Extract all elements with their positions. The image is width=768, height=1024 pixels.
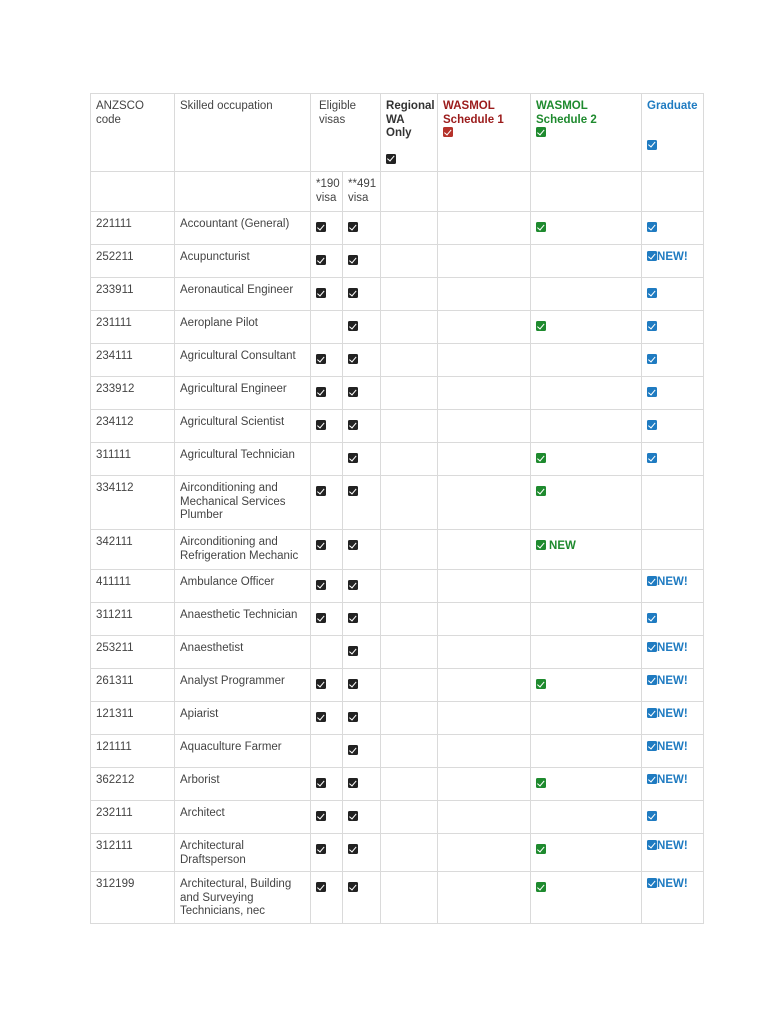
occupation-table — [90, 93, 704, 924]
visa-190-cell — [311, 443, 343, 476]
regional-cell — [381, 636, 438, 669]
anzsco-code: 311111 — [91, 443, 175, 476]
header-wasmol2 — [531, 94, 642, 172]
check-icon — [647, 741, 657, 751]
header-regional-label: Regional WA Only — [386, 100, 435, 139]
visa-190-cell — [311, 311, 343, 344]
graduate-cell — [642, 212, 704, 245]
check-icon — [647, 774, 657, 784]
wasmol1-cell — [438, 278, 531, 311]
regional-cell — [381, 344, 438, 377]
regional-cell — [381, 735, 438, 768]
check-icon — [647, 708, 657, 718]
check-icon — [536, 540, 546, 550]
check-icon — [316, 613, 326, 623]
table-row — [91, 278, 704, 311]
regional-cell — [381, 834, 438, 872]
occupation-name: Ambulance Officer — [175, 570, 311, 603]
check-icon — [316, 778, 326, 788]
anzsco-code: 312111 — [91, 834, 175, 872]
regional-cell — [381, 801, 438, 834]
header-wasmol2-label: WASMOL Schedule 2 — [536, 100, 597, 126]
occupation-name: Acupuncturist — [175, 245, 311, 278]
wasmol1-cell — [438, 344, 531, 377]
anzsco-code: 234112 — [91, 410, 175, 443]
visa-491-cell — [343, 735, 381, 768]
occupation-table-container — [90, 93, 704, 924]
occupation-name: Aquaculture Farmer — [175, 735, 311, 768]
wasmol1-cell — [438, 476, 531, 530]
wasmol1-cell — [438, 570, 531, 603]
new-badge: NEW! — [657, 251, 688, 263]
table-row — [91, 311, 704, 344]
check-icon — [316, 222, 326, 232]
visa-190-cell — [311, 801, 343, 834]
graduate-cell — [642, 570, 704, 603]
visa-190-cell — [311, 410, 343, 443]
visa-491-cell — [343, 278, 381, 311]
check-icon — [348, 540, 358, 550]
regional-cell — [381, 669, 438, 702]
check-icon — [647, 453, 657, 463]
visa-190-cell — [311, 344, 343, 377]
graduate-cell — [642, 410, 704, 443]
visa-190-cell — [311, 735, 343, 768]
check-icon — [647, 140, 657, 150]
wasmol1-cell — [438, 410, 531, 443]
new-badge: NEW! — [657, 741, 688, 753]
visa-491-cell — [343, 570, 381, 603]
occupation-name: Agricultural Technician — [175, 443, 311, 476]
table-row — [91, 344, 704, 377]
wasmol2-cell — [531, 212, 642, 245]
visa-491-cell — [343, 768, 381, 801]
occupation-name: Airconditioning and Refrigeration Mechanic — [175, 530, 311, 570]
visa-491-cell — [343, 377, 381, 410]
regional-cell — [381, 278, 438, 311]
visa-491-cell — [343, 212, 381, 245]
check-icon — [348, 288, 358, 298]
regional-cell — [381, 212, 438, 245]
visa-491-cell — [343, 636, 381, 669]
check-icon — [316, 844, 326, 854]
check-icon — [316, 540, 326, 550]
header-wasmol1-label: WASMOL Schedule 1 — [443, 100, 504, 126]
check-icon — [348, 486, 358, 496]
new-badge: NEW — [549, 540, 576, 552]
wasmol2-cell — [531, 443, 642, 476]
check-icon — [536, 222, 546, 232]
check-icon — [647, 613, 657, 623]
regional-cell — [381, 443, 438, 476]
visa-190-cell — [311, 768, 343, 801]
check-icon — [348, 613, 358, 623]
regional-cell — [381, 872, 438, 924]
visa-190-cell — [311, 669, 343, 702]
check-icon — [647, 840, 657, 850]
check-icon — [348, 387, 358, 397]
check-icon — [316, 255, 326, 265]
visa-190-cell — [311, 476, 343, 530]
wasmol1-cell — [438, 245, 531, 278]
graduate-cell — [642, 801, 704, 834]
visa-190-cell — [311, 530, 343, 570]
check-icon — [316, 580, 326, 590]
check-icon — [536, 844, 546, 854]
regional-cell — [381, 476, 438, 530]
check-icon — [316, 486, 326, 496]
check-icon — [647, 288, 657, 298]
new-badge: NEW! — [657, 774, 688, 786]
regional-cell — [381, 410, 438, 443]
check-icon — [348, 222, 358, 232]
wasmol2-cell — [531, 410, 642, 443]
check-icon — [348, 321, 358, 331]
table-row — [91, 603, 704, 636]
occupation-name: Airconditioning and Mechanical Services Plumber — [175, 476, 311, 530]
graduate-cell — [642, 768, 704, 801]
table-row — [91, 735, 704, 768]
anzsco-code: 231111 — [91, 311, 175, 344]
check-icon — [647, 420, 657, 430]
check-icon — [348, 844, 358, 854]
table-row — [91, 377, 704, 410]
table-row — [91, 530, 704, 570]
table-row — [91, 245, 704, 278]
visa-491-cell — [343, 443, 381, 476]
wasmol1-cell — [438, 768, 531, 801]
check-icon — [316, 387, 326, 397]
wasmol2-cell — [531, 530, 642, 570]
regional-cell — [381, 245, 438, 278]
check-icon — [647, 387, 657, 397]
check-icon — [536, 453, 546, 463]
visa-190-cell — [311, 278, 343, 311]
check-icon — [348, 420, 358, 430]
visa-190-cell — [311, 212, 343, 245]
wasmol1-cell — [438, 212, 531, 245]
table-row — [91, 570, 704, 603]
wasmol1-cell — [438, 636, 531, 669]
visa-190-cell — [311, 702, 343, 735]
visa-491-cell — [343, 311, 381, 344]
check-icon — [348, 679, 358, 689]
visa-491-cell — [343, 530, 381, 570]
anzsco-code: 253211 — [91, 636, 175, 669]
check-icon — [348, 811, 358, 821]
wasmol2-cell — [531, 311, 642, 344]
occupation-name: Arborist — [175, 768, 311, 801]
anzsco-code: 121111 — [91, 735, 175, 768]
subheader-190: *190 visa — [311, 172, 343, 212]
check-icon — [348, 255, 358, 265]
wasmol1-cell — [438, 872, 531, 924]
visa-491-cell — [343, 669, 381, 702]
wasmol1-cell — [438, 530, 531, 570]
visa-190-cell — [311, 603, 343, 636]
anzsco-code: 311211 — [91, 603, 175, 636]
table-row — [91, 476, 704, 530]
anzsco-code: 312199 — [91, 872, 175, 924]
check-icon — [348, 882, 358, 892]
new-badge: NEW! — [657, 840, 688, 852]
occupation-name: Aeroplane Pilot — [175, 311, 311, 344]
visa-491-cell — [343, 702, 381, 735]
visa-190-cell — [311, 636, 343, 669]
wasmol2-cell — [531, 872, 642, 924]
wasmol2-cell — [531, 702, 642, 735]
wasmol2-cell — [531, 801, 642, 834]
check-icon — [316, 354, 326, 364]
regional-cell — [381, 570, 438, 603]
regional-cell — [381, 377, 438, 410]
visa-491-cell — [343, 410, 381, 443]
visa-190-cell — [311, 570, 343, 603]
check-icon — [647, 354, 657, 364]
table-row — [91, 443, 704, 476]
table-row — [91, 636, 704, 669]
graduate-cell — [642, 278, 704, 311]
graduate-cell — [642, 344, 704, 377]
check-icon — [536, 127, 546, 137]
visa-190-cell — [311, 377, 343, 410]
graduate-cell — [642, 530, 704, 570]
check-icon — [348, 712, 358, 722]
anzsco-code: 233912 — [91, 377, 175, 410]
occupation-name: Agricultural Consultant — [175, 344, 311, 377]
regional-cell — [381, 603, 438, 636]
occupation-name: Architectural Draftsperson — [175, 834, 311, 872]
wasmol1-cell — [438, 702, 531, 735]
wasmol1-cell — [438, 801, 531, 834]
regional-cell — [381, 530, 438, 570]
new-badge: NEW! — [657, 878, 688, 890]
graduate-cell — [642, 311, 704, 344]
visa-190-cell — [311, 872, 343, 924]
graduate-cell — [642, 377, 704, 410]
anzsco-code: 362212 — [91, 768, 175, 801]
check-icon — [348, 646, 358, 656]
graduate-cell — [642, 735, 704, 768]
visa-491-cell — [343, 834, 381, 872]
graduate-cell — [642, 669, 704, 702]
wasmol1-cell — [438, 443, 531, 476]
anzsco-code: 334112 — [91, 476, 175, 530]
check-icon — [647, 576, 657, 586]
check-icon — [536, 321, 546, 331]
check-icon — [386, 154, 396, 164]
wasmol2-cell — [531, 636, 642, 669]
wasmol2-cell — [531, 476, 642, 530]
visa-491-cell — [343, 344, 381, 377]
check-icon — [316, 420, 326, 430]
anzsco-code: 232111 — [91, 801, 175, 834]
check-icon — [316, 882, 326, 892]
new-badge: NEW! — [657, 708, 688, 720]
graduate-cell — [642, 872, 704, 924]
graduate-cell — [642, 702, 704, 735]
wasmol2-cell — [531, 344, 642, 377]
occupation-name: Agricultural Scientist — [175, 410, 311, 443]
wasmol2-cell — [531, 377, 642, 410]
wasmol2-cell — [531, 669, 642, 702]
check-icon — [647, 878, 657, 888]
check-icon — [647, 675, 657, 685]
header-anzsco: ANZSCO code — [91, 94, 175, 172]
graduate-cell — [642, 603, 704, 636]
visa-190-cell — [311, 245, 343, 278]
check-icon — [647, 222, 657, 232]
subheader-491: **491 visa — [343, 172, 381, 212]
check-icon — [647, 811, 657, 821]
anzsco-code: 121311 — [91, 702, 175, 735]
table-row — [91, 768, 704, 801]
check-icon — [316, 288, 326, 298]
check-icon — [348, 745, 358, 755]
wasmol1-cell — [438, 735, 531, 768]
check-icon — [647, 251, 657, 261]
occupation-name: Anaesthetist — [175, 636, 311, 669]
visa-491-cell — [343, 872, 381, 924]
anzsco-code: 221111 — [91, 212, 175, 245]
visa-491-cell — [343, 603, 381, 636]
occupation-name: Accountant (General) — [175, 212, 311, 245]
regional-cell — [381, 768, 438, 801]
header-regional — [381, 94, 438, 172]
visa-491-cell — [343, 245, 381, 278]
anzsco-code: 411111 — [91, 570, 175, 603]
new-badge: NEW! — [657, 642, 688, 654]
graduate-cell — [642, 636, 704, 669]
visa-190-cell — [311, 834, 343, 872]
check-icon — [647, 642, 657, 652]
occupation-name: Anaesthetic Technician — [175, 603, 311, 636]
new-badge: NEW! — [657, 576, 688, 588]
graduate-cell — [642, 443, 704, 476]
check-icon — [316, 811, 326, 821]
header-graduate-label: Graduate — [647, 100, 698, 112]
visa-491-cell — [343, 801, 381, 834]
wasmol2-cell — [531, 570, 642, 603]
occupation-name: Architect — [175, 801, 311, 834]
wasmol1-cell — [438, 834, 531, 872]
check-icon — [536, 486, 546, 496]
occupation-name: Apiarist — [175, 702, 311, 735]
anzsco-code: 234111 — [91, 344, 175, 377]
visa-491-cell — [343, 476, 381, 530]
check-icon — [536, 679, 546, 689]
occupation-name: Agricultural Engineer — [175, 377, 311, 410]
wasmol1-cell — [438, 603, 531, 636]
graduate-cell — [642, 834, 704, 872]
wasmol2-cell — [531, 278, 642, 311]
anzsco-code: 233911 — [91, 278, 175, 311]
table-row — [91, 801, 704, 834]
wasmol2-cell — [531, 603, 642, 636]
check-icon — [647, 321, 657, 331]
wasmol2-cell — [531, 735, 642, 768]
header-occupation: Skilled occupation — [175, 94, 311, 172]
wasmol1-cell — [438, 377, 531, 410]
wasmol2-cell — [531, 834, 642, 872]
check-icon — [536, 778, 546, 788]
check-icon — [316, 712, 326, 722]
table-row — [91, 834, 704, 872]
anzsco-code: 342111 — [91, 530, 175, 570]
table-row — [91, 702, 704, 735]
check-icon — [348, 354, 358, 364]
anzsco-code: 261311 — [91, 669, 175, 702]
graduate-cell — [642, 245, 704, 278]
header-graduate — [642, 94, 704, 172]
check-icon — [348, 778, 358, 788]
header-wasmol1 — [438, 94, 531, 172]
occupation-name: Architectural, Building and Surveying Technicians, nec — [175, 872, 311, 924]
graduate-cell — [642, 476, 704, 530]
header-row — [91, 94, 704, 172]
anzsco-code: 252211 — [91, 245, 175, 278]
header-eligible-visas: Eligible visas — [311, 94, 381, 172]
wasmol1-cell — [438, 669, 531, 702]
check-icon — [348, 453, 358, 463]
check-icon — [348, 580, 358, 590]
occupation-name: Analyst Programmer — [175, 669, 311, 702]
table-row — [91, 212, 704, 245]
wasmol2-cell — [531, 768, 642, 801]
check-icon — [316, 679, 326, 689]
check-icon — [536, 882, 546, 892]
wasmol1-cell — [438, 311, 531, 344]
check-icon — [443, 127, 453, 137]
table-row — [91, 410, 704, 443]
subheader-row — [91, 172, 704, 212]
regional-cell — [381, 702, 438, 735]
regional-cell — [381, 311, 438, 344]
new-badge: NEW! — [657, 675, 688, 687]
table-row — [91, 669, 704, 702]
table-row — [91, 872, 704, 924]
wasmol2-cell — [531, 245, 642, 278]
occupation-name: Aeronautical Engineer — [175, 278, 311, 311]
